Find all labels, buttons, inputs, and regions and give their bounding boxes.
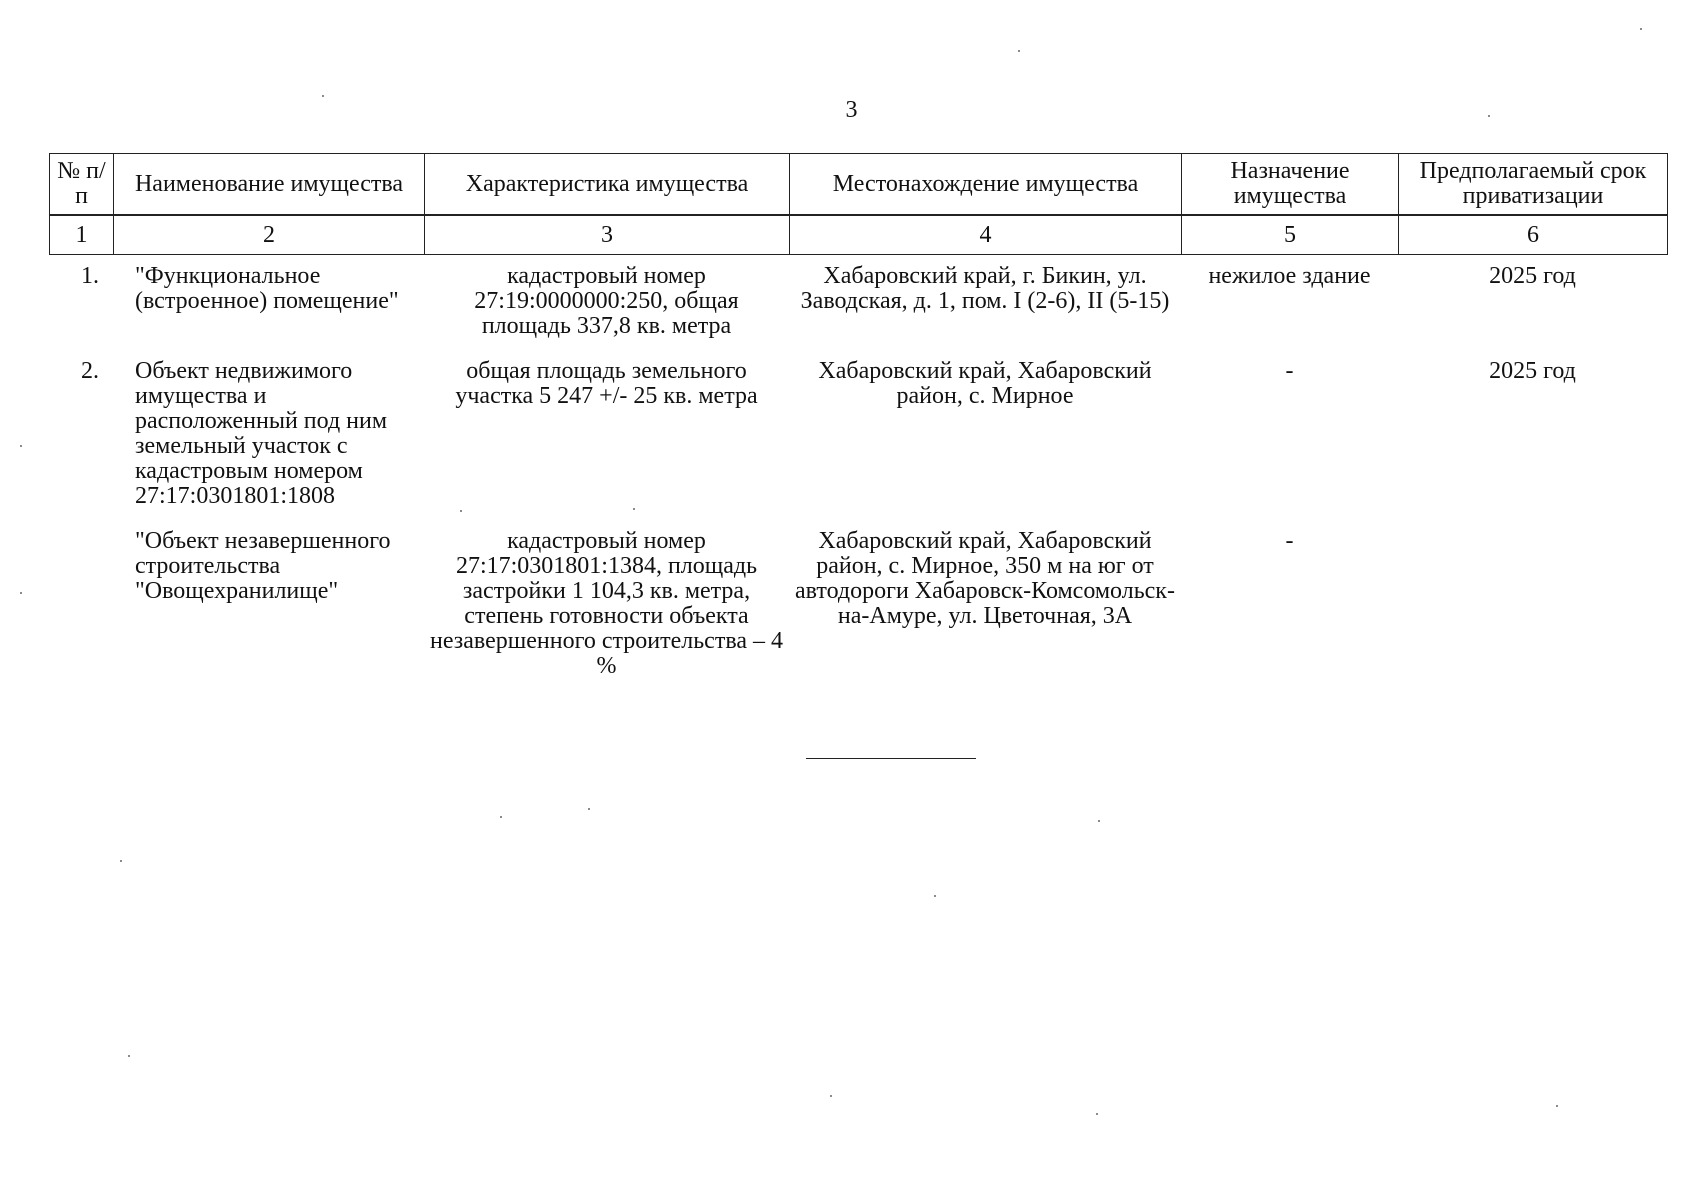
row-location: Хабаровский край, г. Бикин, ул. Заводская, д. 1, пом. I (2-6), II (5-15) xyxy=(800,263,1170,314)
row-characteristics: кадастровый номер 27:19:0000000:250, общая площадь 337,8 кв. метра xyxy=(474,263,739,339)
scan-speck xyxy=(1556,1105,1558,1107)
scan-speck xyxy=(633,508,635,510)
header-purpose: Назначение имущества xyxy=(1182,154,1399,216)
scan-speck xyxy=(128,1055,130,1057)
header-num: № п/п xyxy=(50,154,114,216)
row-term: 2025 год xyxy=(1489,263,1576,289)
row-characteristics: общая площадь земельного участка 5 247 +/- 25 кв. метра xyxy=(455,358,758,409)
header-characteristics: Характеристика имущества xyxy=(425,154,790,216)
table-row xyxy=(49,264,1667,359)
end-of-document-rule xyxy=(806,758,976,759)
header-location: Местонахождение имущества xyxy=(790,154,1182,216)
row-name: Объект недвижимого имущества и расположенный под ним земельный участок с кадастровым номером 27:17:0301801:1808 xyxy=(135,358,388,509)
scan-speck xyxy=(500,816,502,818)
column-number: 2 xyxy=(114,215,425,255)
column-number: 1 xyxy=(50,215,114,255)
row-purpose: нежилое здание xyxy=(1208,263,1371,289)
table-row xyxy=(49,359,1667,529)
page-number: 3 xyxy=(845,97,858,123)
row-num: 1. xyxy=(81,263,99,289)
row-term: 2025 год xyxy=(1489,358,1576,384)
header-name: Наименование имущества xyxy=(114,154,425,216)
column-number: 4 xyxy=(790,215,1182,255)
scan-speck xyxy=(460,510,462,512)
scan-speck xyxy=(1098,820,1100,822)
table-body xyxy=(49,264,1667,699)
row-name: "Объект незавершенного строительства "Овощехранилище" xyxy=(135,528,391,604)
row-location: Хабаровский край, Хабаровский район, с. Мирное, 350 м на юг от автодороги Хабаровск-Комсомольск-на-Амуре, ул. Цветочная, 3А xyxy=(795,528,1175,629)
table-row xyxy=(49,529,1667,699)
scan-speck xyxy=(1096,1113,1098,1115)
table-header xyxy=(49,153,1668,255)
scan-speck xyxy=(1640,28,1642,30)
header-term: Предполагаемый срок приватизации xyxy=(1399,154,1668,216)
scan-speck xyxy=(20,592,22,594)
scan-speck xyxy=(322,95,324,97)
column-number: 6 xyxy=(1399,215,1668,255)
scan-speck xyxy=(934,895,936,897)
column-number: 5 xyxy=(1182,215,1399,255)
row-purpose: - xyxy=(1285,358,1294,384)
row-location: Хабаровский край, Хабаровский район, с. Мирное xyxy=(818,358,1152,409)
row-term xyxy=(1398,529,1667,699)
scan-speck xyxy=(830,1095,832,1097)
scan-speck xyxy=(120,860,122,862)
scan-speck xyxy=(20,445,22,447)
row-num: 2. xyxy=(81,358,99,384)
row-name: "Функциональное (встроенное) помещение" xyxy=(135,263,399,314)
scan-speck xyxy=(588,808,590,810)
row-num xyxy=(49,529,113,699)
column-number: 3 xyxy=(425,215,790,255)
scan-speck xyxy=(1018,50,1020,52)
row-purpose: - xyxy=(1285,528,1294,554)
row-characteristics: кадастровый номер 27:17:0301801:1384, площадь застройки 1 104,3 кв. метра, степень готовности объекта незавершенного строительства – 4 % xyxy=(430,528,783,679)
scan-speck xyxy=(1488,115,1490,117)
